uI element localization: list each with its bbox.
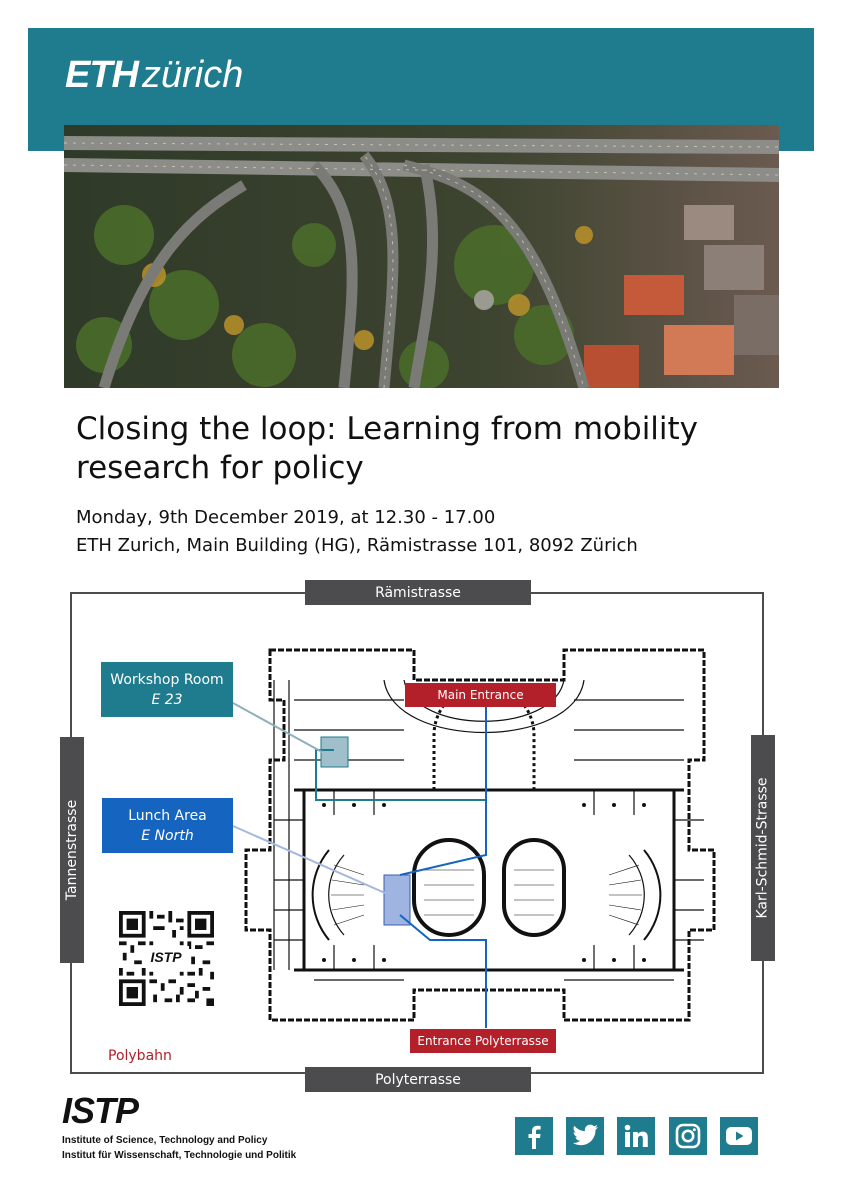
logo-eth: ETH (65, 54, 138, 96)
qr-istp-badge: ISTP (143, 946, 189, 968)
facebook-icon[interactable] (515, 1117, 553, 1155)
workshop-room-label (101, 662, 233, 717)
twitter-icon[interactable] (566, 1117, 604, 1155)
aerial-highway-photo (64, 125, 779, 388)
institute-name-de: Institut für Wissenschaft, Technologie und Politik (62, 1150, 297, 1161)
institute-name-en: Institute of Science, Technology and Policy (62, 1135, 268, 1146)
lunch-area-highlight (384, 875, 410, 925)
lunch-area-title: Lunch Area (128, 808, 207, 824)
street-top-label: Rämistrasse (375, 584, 461, 601)
instagram-icon[interactable] (669, 1117, 707, 1155)
istp-logo: ISTP (62, 1090, 139, 1131)
main-entrance-label: Main Entrance (437, 688, 524, 702)
street-right (751, 735, 775, 961)
linkedin-icon[interactable] (617, 1117, 655, 1155)
logo-zurich: zürich (142, 54, 244, 96)
workshop-room-title: Workshop Room (110, 672, 224, 688)
street-bottom-label: Polyterrasse (375, 1071, 461, 1088)
workshop-room-number: E 23 (151, 692, 183, 708)
street-left (60, 737, 84, 963)
lunch-area-label (102, 798, 233, 853)
event-title (76, 410, 796, 488)
street-bottom (305, 1067, 531, 1092)
polyterrasse-entrance-tag (410, 1029, 556, 1053)
street-top (305, 580, 531, 605)
event-location: ETH Zurich, Main Building (HG), Rämistrasse 101, 8092 Zürich (76, 535, 638, 556)
youtube-icon[interactable] (720, 1117, 758, 1155)
lunch-area-room: E North (141, 828, 194, 844)
polybahn-label: Polybahn (108, 1048, 172, 1064)
eth-zurich-logo (65, 54, 243, 96)
street-right-label: Karl-Schmid-Strasse (755, 777, 772, 919)
polyterrasse-entrance-label: Entrance Polyterrasse (417, 1034, 549, 1048)
main-entrance-tag (405, 683, 556, 707)
event-title-line-2: research for policy (76, 450, 364, 486)
workshop-room-highlight (321, 737, 348, 767)
event-title-line-1: Closing the loop: Learning from mobility (76, 411, 699, 447)
event-date: Monday, 9th December 2019, at 12.30 - 17.00 (76, 507, 496, 528)
street-left-label: Tannenstrasse (64, 799, 80, 901)
